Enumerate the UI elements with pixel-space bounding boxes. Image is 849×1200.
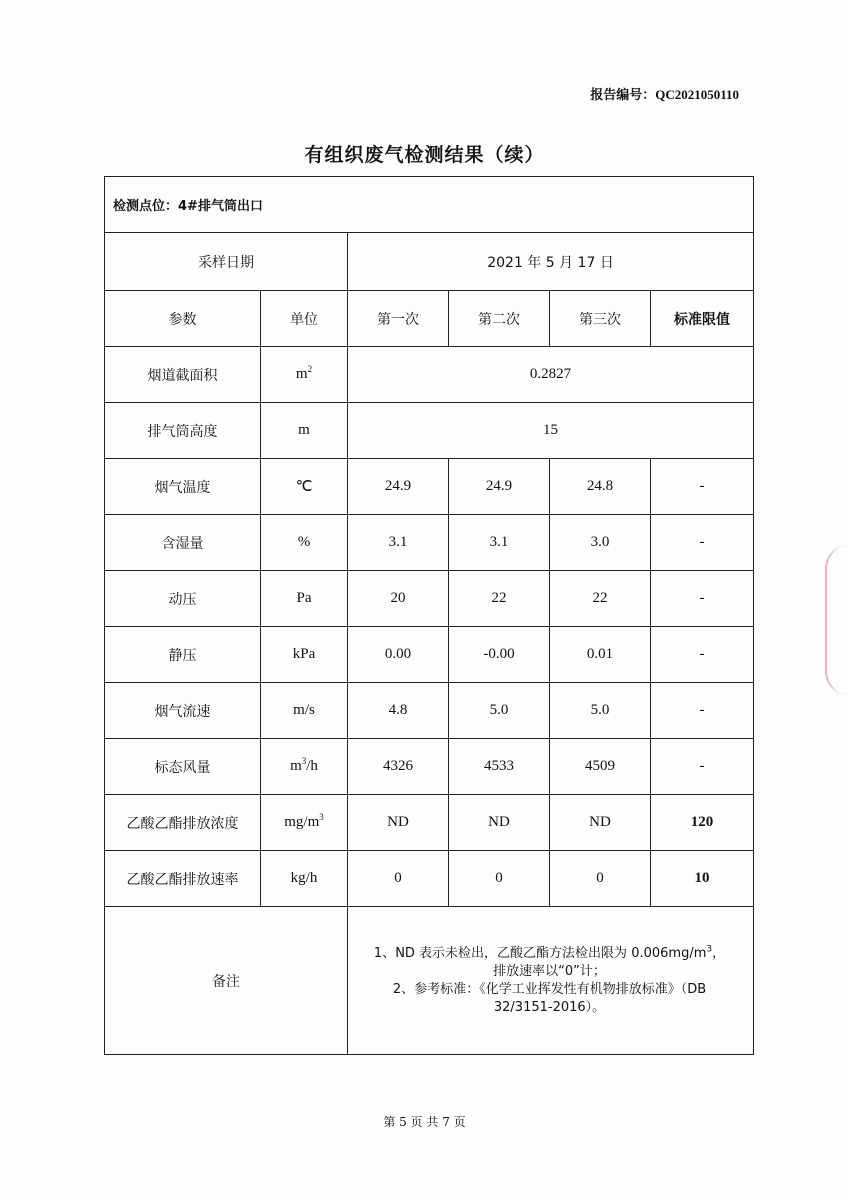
limit-value: - xyxy=(651,627,754,683)
header-run2: 第二次 xyxy=(449,291,550,347)
run1-value: 24.9 xyxy=(348,459,449,515)
run2-value: 4533 xyxy=(449,739,550,795)
unit-cell xyxy=(261,571,348,627)
table-row xyxy=(105,739,754,795)
run3-value: 22 xyxy=(550,571,651,627)
table-row xyxy=(105,851,754,907)
run2-value: 0 xyxy=(449,851,550,907)
unit-cell xyxy=(261,683,348,739)
header-param: 参数 xyxy=(105,291,261,347)
unit-base: mg/m xyxy=(284,814,320,830)
unit-base: m xyxy=(290,758,302,774)
location-row xyxy=(105,177,754,233)
merged-value: 0.2827 xyxy=(348,347,754,403)
table-row xyxy=(105,515,754,571)
page-footer: 第 5 页 共 7 页 xyxy=(383,1115,466,1129)
run2-value: 3.1 xyxy=(449,515,550,571)
limit-value: - xyxy=(651,459,754,515)
remarks-row xyxy=(105,907,754,1055)
remark-line-1 xyxy=(358,945,741,963)
unit-base: kPa xyxy=(292,646,316,662)
unit-base: Pa xyxy=(296,590,312,606)
limit-value: - xyxy=(651,571,754,627)
limit-value: - xyxy=(651,515,754,571)
param-name: 静压 xyxy=(105,627,261,683)
unit-cell xyxy=(261,515,348,571)
run1-value: 4.8 xyxy=(348,683,449,739)
run3-value: 24.8 xyxy=(550,459,651,515)
unit-base: m xyxy=(298,422,310,438)
run1-value: 0 xyxy=(348,851,449,907)
param-name: 排气筒高度 xyxy=(105,403,261,459)
run3-value: 5.0 xyxy=(550,683,651,739)
run1-value: 3.1 xyxy=(348,515,449,571)
run2-value: 24.9 xyxy=(449,459,550,515)
remark-line-3: 2、参考标准：《化学工业挥发性有机物排放标准》（DB xyxy=(392,981,707,997)
unit-base: kg/h xyxy=(290,870,318,886)
sampling-date-value: 2021 年 5 月 17 日 xyxy=(348,233,754,291)
remark-line-2: 排放速率以“0”计； xyxy=(493,963,606,979)
table-row xyxy=(105,683,754,739)
unit-cell xyxy=(261,739,348,795)
unit-base: ℃ xyxy=(295,479,313,495)
header-run3: 第三次 xyxy=(550,291,651,347)
limit-value: 10 xyxy=(651,851,754,907)
limit-value: - xyxy=(651,739,754,795)
run3-value: 0.01 xyxy=(550,627,651,683)
param-name: 烟道截面积 xyxy=(105,347,261,403)
param-name: 烟气流速 xyxy=(105,683,261,739)
param-name: 含湿量 xyxy=(105,515,261,571)
results-table xyxy=(104,176,754,1055)
header-unit: 单位 xyxy=(261,291,348,347)
run3-value: 0 xyxy=(550,851,651,907)
unit-tail: /h xyxy=(306,758,318,774)
limit-value: 120 xyxy=(651,795,754,851)
remark-line-1-tail: ， xyxy=(712,945,726,961)
remarks-label: 备注 xyxy=(105,907,348,1055)
table-row xyxy=(105,795,754,851)
table-row xyxy=(105,627,754,683)
sampling-date-row xyxy=(105,233,754,291)
run3-value: ND xyxy=(550,795,651,851)
unit-cell xyxy=(261,795,348,851)
run2-value: 22 xyxy=(449,571,550,627)
unit-cell xyxy=(261,459,348,515)
merged-value: 15 xyxy=(348,403,754,459)
unit-base: m/s xyxy=(293,702,315,718)
unit-cell xyxy=(261,851,348,907)
location-cell: 检测点位：4#排气筒出口 xyxy=(105,177,754,233)
run1-value: 4326 xyxy=(348,739,449,795)
page-title: 有组织废气检测结果（续） xyxy=(304,144,545,166)
param-name: 烟气温度 xyxy=(105,459,261,515)
run1-value: 20 xyxy=(348,571,449,627)
unit-base: m xyxy=(295,366,308,382)
unit-sup: 2 xyxy=(307,364,313,374)
remark-line-4: 32/3151-2016）。 xyxy=(493,999,606,1015)
limit-value: - xyxy=(651,683,754,739)
unit-base: % xyxy=(297,534,311,550)
header-row xyxy=(105,291,754,347)
param-name: 标态风量 xyxy=(105,739,261,795)
param-name: 乙酸乙酯排放浓度 xyxy=(105,795,261,851)
param-name: 乙酸乙酯排放速率 xyxy=(105,851,261,907)
red-seal-stamp xyxy=(825,545,849,695)
run1-value: 0.00 xyxy=(348,627,449,683)
unit-cell xyxy=(261,403,348,459)
table-row xyxy=(105,347,754,403)
run2-value: 5.0 xyxy=(449,683,550,739)
param-name: 动压 xyxy=(105,571,261,627)
remark-line-1-sup: 3 xyxy=(706,944,713,955)
unit-cell xyxy=(261,627,348,683)
remark-line-1-text: 1、ND 表示未检出，乙酸乙酯方法检出限为 0.006mg/m xyxy=(373,945,707,961)
sampling-date-label: 采样日期 xyxy=(105,233,348,291)
run2-value: ND xyxy=(449,795,550,851)
table-row xyxy=(105,403,754,459)
run3-value: 4509 xyxy=(550,739,651,795)
header-limit: 标准限值 xyxy=(651,291,754,347)
run1-value: ND xyxy=(348,795,449,851)
header-run1: 第一次 xyxy=(348,291,449,347)
report-number: 报告编号：QC2021050110 xyxy=(590,87,739,102)
remarks-content xyxy=(348,907,754,1055)
table-row xyxy=(105,571,754,627)
run3-value: 3.0 xyxy=(550,515,651,571)
run2-value: -0.00 xyxy=(449,627,550,683)
unit-sup: 3 xyxy=(301,756,307,766)
unit-sup: 3 xyxy=(319,812,324,822)
unit-cell xyxy=(261,347,348,403)
table-row xyxy=(105,459,754,515)
